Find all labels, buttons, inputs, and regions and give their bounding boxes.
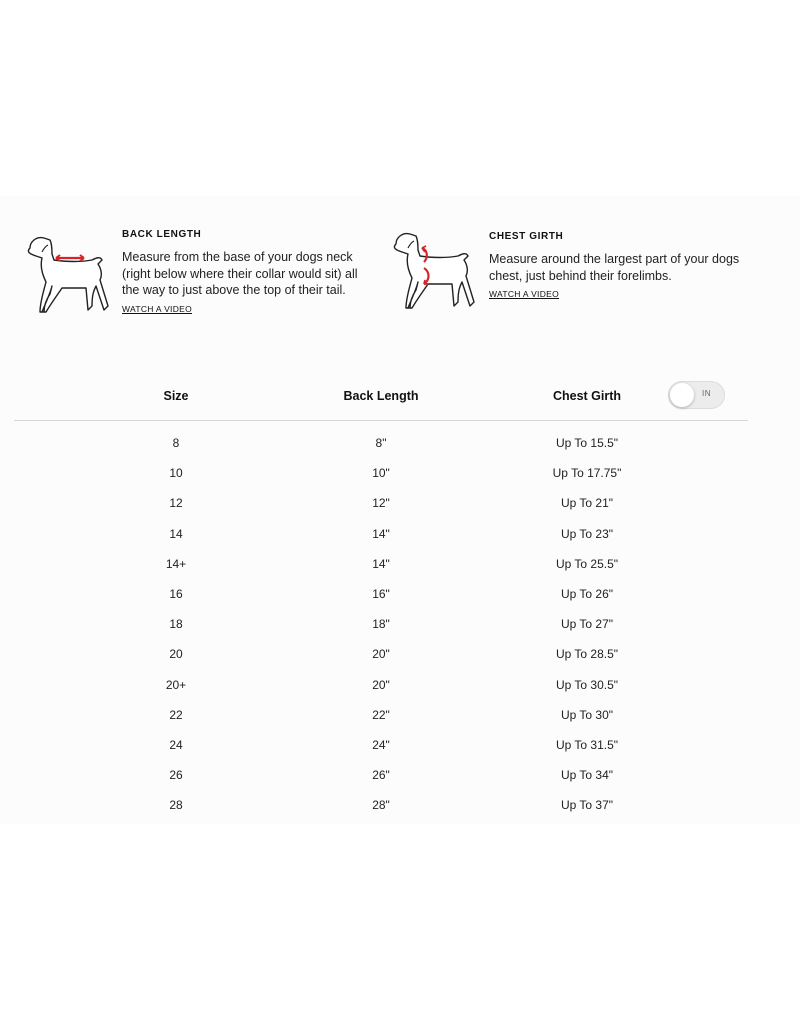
table-row xyxy=(14,579,748,609)
back-length-cell: 28" xyxy=(372,798,390,813)
back-length-description: Measure from the base of your dogs neck (right below where their collar would sit) all the way to just above the top of their tail. xyxy=(122,250,358,297)
back-length-video-link[interactable]: WATCH A VIDEO xyxy=(122,303,193,314)
size-cell: 8 xyxy=(172,436,180,450)
chest-girth-video-link[interactable]: WATCH A VIDEO xyxy=(489,289,560,299)
size-cell: 24 xyxy=(169,737,183,752)
chest-girth-cell: Up To 26" xyxy=(560,586,614,601)
table-row xyxy=(14,700,748,730)
size-cell: 20+ xyxy=(165,677,187,692)
table-row xyxy=(14,639,748,669)
chest-girth-title: CHEST GIRTH xyxy=(489,231,564,242)
table-row xyxy=(14,790,748,820)
size-table-header xyxy=(14,380,748,421)
table-row xyxy=(14,519,748,549)
table-row xyxy=(14,730,748,760)
table-row xyxy=(14,760,748,790)
chest-girth-cell: Up To 37" xyxy=(560,798,614,813)
back-length-cell: 20" xyxy=(372,647,390,662)
table-row xyxy=(14,458,748,488)
size-cell: 28 xyxy=(169,798,183,813)
back-length-cell: 8" xyxy=(375,436,387,450)
back-length-cell: 26" xyxy=(372,768,390,783)
back-length-cell: 10" xyxy=(372,466,390,481)
size-cell: 20 xyxy=(169,647,183,662)
back-length-title: BACK LENGTH xyxy=(122,229,202,240)
chest-girth-cell: Up To 25.5" xyxy=(555,556,619,571)
chest-girth-cell: Up To 21" xyxy=(560,496,614,511)
chest-girth-column-header: Chest Girth xyxy=(552,389,622,403)
size-table-body xyxy=(14,428,748,820)
chest-girth-cell: Up To 30" xyxy=(560,707,614,722)
chest-girth-cell: Up To 27" xyxy=(560,617,614,632)
chest-girth-cell: Up To 31.5" xyxy=(555,737,619,752)
size-cell: 14+ xyxy=(165,556,187,571)
unit-toggle[interactable] xyxy=(668,381,725,409)
chest-girth-cell: Up To 15.5" xyxy=(555,436,619,450)
back-length-cell: 14" xyxy=(372,556,390,571)
size-cell: 18 xyxy=(169,617,183,632)
size-column-header: Size xyxy=(163,389,189,403)
chest-girth-cell: Up To 17.75" xyxy=(552,466,622,481)
table-row xyxy=(14,488,748,518)
back-length-column-header: Back Length xyxy=(343,389,419,403)
back-length-cell: 14" xyxy=(372,526,390,541)
back-length-cell: 18" xyxy=(372,617,390,632)
chest-girth-cell: Up To 23" xyxy=(560,526,614,541)
toggle-knob[interactable] xyxy=(670,383,694,407)
size-cell: 16 xyxy=(169,586,183,601)
table-row xyxy=(14,549,748,579)
chest-girth-cell: Up To 34" xyxy=(560,768,614,783)
dog-back-length-icon xyxy=(22,228,112,318)
table-row xyxy=(14,428,748,458)
size-cell: 26 xyxy=(169,768,183,783)
chest-girth-cell: Up To 28.5" xyxy=(555,647,619,662)
back-length-cell: 12" xyxy=(372,496,390,511)
size-cell: 12 xyxy=(169,496,183,511)
unit-toggle-label: IN xyxy=(702,389,711,398)
back-length-cell: 16" xyxy=(372,586,390,601)
dog-chest-girth-icon xyxy=(388,228,478,314)
back-length-cell: 22" xyxy=(372,707,390,722)
chest-girth-description: Measure around the largest part of your dogs chest, just behind their forelimbs. xyxy=(489,252,740,283)
chest-girth-cell: Up To 30.5" xyxy=(555,677,619,692)
back-length-cell: 24" xyxy=(372,737,390,752)
size-cell: 10 xyxy=(169,466,183,481)
table-row xyxy=(14,609,748,639)
back-length-cell: 20" xyxy=(372,677,390,692)
size-cell: 22 xyxy=(169,707,183,722)
size-cell: 14 xyxy=(169,526,183,541)
table-row xyxy=(14,670,748,700)
